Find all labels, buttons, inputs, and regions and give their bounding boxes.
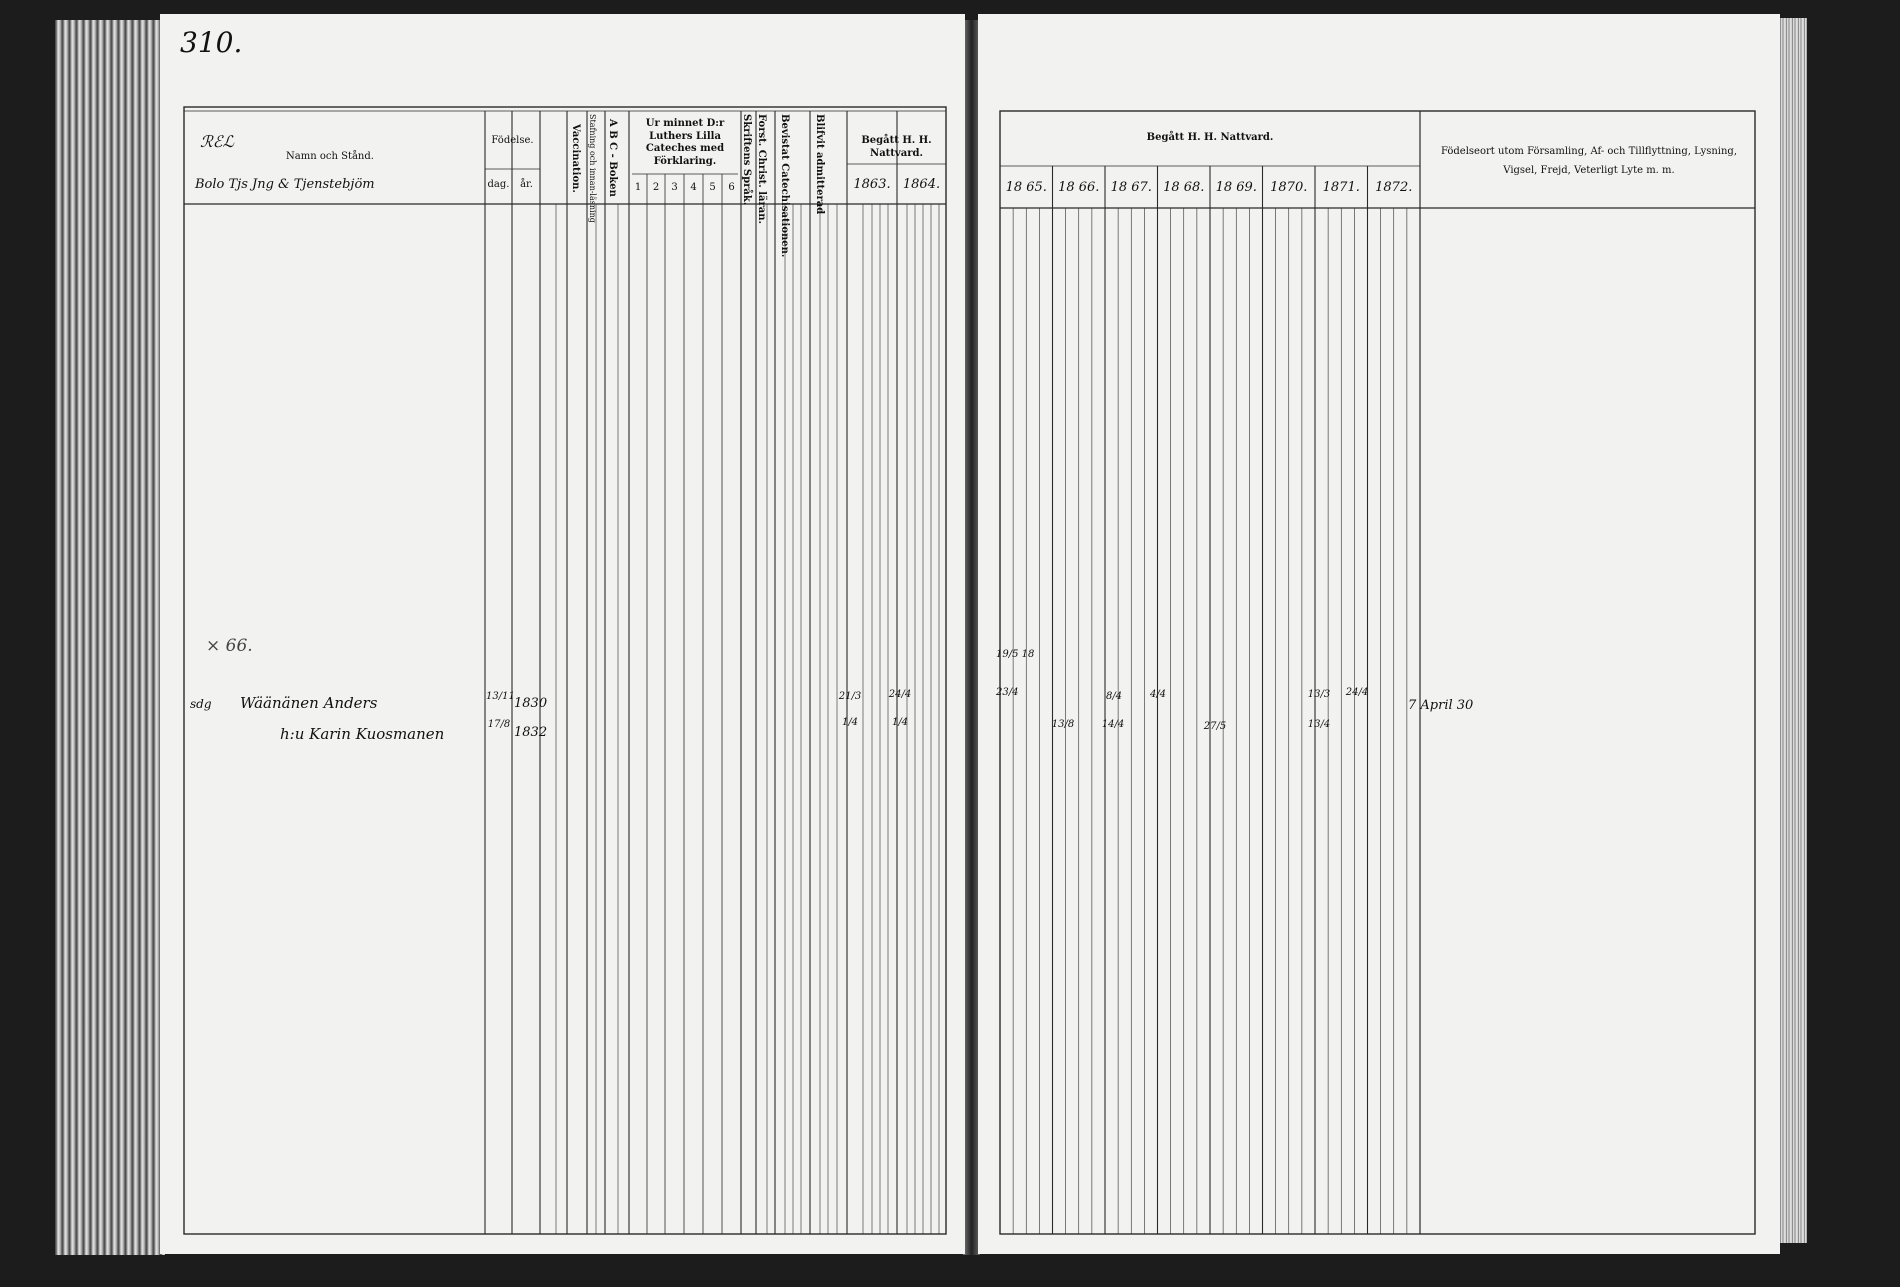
- communion-mark: 24/4: [1345, 687, 1369, 698]
- catechism-header: Ur minnet D:r Luthers Lilla Cateches med Förklaring.: [645, 118, 725, 167]
- birth-header: Födelse.: [491, 135, 534, 146]
- household-annotation: × 66.: [206, 636, 253, 656]
- year-header: 1871.: [1322, 180, 1360, 195]
- year-header: 1872.: [1375, 180, 1413, 195]
- birth-day-header: dag.: [487, 179, 510, 190]
- entry-birth-day: 17/8: [487, 719, 511, 730]
- entry-birth-year: 1830: [514, 696, 548, 711]
- right-ledger-grid: [978, 14, 1780, 1254]
- communion-mark: 8/4: [1105, 691, 1123, 702]
- right-page: [978, 14, 1780, 1254]
- catechism-column-number: 1: [634, 182, 642, 193]
- remark-entry: 7 April 30: [1408, 698, 1474, 713]
- left-page: [160, 14, 965, 1254]
- communion-header-left: Begått H. H. Nattvard.: [861, 135, 932, 159]
- catechism-column-number: 5: [709, 182, 716, 193]
- communion-mark: 14/4: [1101, 719, 1125, 730]
- admitted-header: Blifvit admitterad: [814, 114, 825, 215]
- left-ledger-grid: [160, 14, 965, 1254]
- parish-heading: Bolo Tjs Jng & Tjenstebjöm: [195, 177, 375, 192]
- catechisation-header: Bevistat Catechisationen.: [779, 114, 790, 258]
- entry-name: Wäänänen Anders: [240, 694, 378, 712]
- entry-prefix: sdg: [190, 697, 212, 711]
- year-header: 18 66.: [1058, 180, 1100, 195]
- entry-birth-year: 1832: [514, 725, 548, 740]
- year-header: 18 69.: [1215, 180, 1257, 195]
- communion-header-right: Begått H. H. Nattvard.: [1146, 132, 1274, 143]
- birth-year-header: år.: [520, 179, 533, 190]
- christian-doctrine-header: Forst. Christ. läran.: [756, 114, 767, 224]
- communion-mark: 27/5: [1203, 721, 1227, 732]
- catechism-column-number: 2: [652, 182, 660, 193]
- year-header: 18 67.: [1110, 180, 1152, 195]
- year-1863: 1863.: [853, 177, 891, 192]
- communion-mark: 13/8: [1051, 719, 1075, 730]
- year-header: 18 65.: [1005, 180, 1047, 195]
- communion-mark: 13/4: [1307, 719, 1331, 730]
- scripture-header: Skriftens Språk.: [741, 114, 752, 206]
- remarks-header: Födelseort utom Församling, Af- och Tillflyttning, Lysning, Vigsel, Frejd, Veterligt Lyte m. m.: [1440, 146, 1738, 176]
- page-stack-left: [55, 20, 165, 1255]
- entry-name: h:u Karin Kuosmanen: [280, 725, 445, 743]
- communion-mark: 23/4: [996, 687, 1019, 698]
- vaccination-header: Vaccination.: [570, 123, 581, 193]
- entry-birth-day: 13/11: [486, 691, 515, 702]
- catechism-column-number: 4: [690, 182, 697, 193]
- reading-header: Stafning och innan-läsning: [588, 114, 597, 223]
- communion-1864: 24/4: [888, 689, 912, 700]
- catechism-column-number: 6: [728, 182, 735, 193]
- abc-book-header: A B C - Boken: [607, 119, 618, 197]
- year-1864: 1864.: [902, 177, 941, 192]
- name-column-header: Namn och Stånd.: [286, 151, 374, 162]
- communion-mark: 4/4: [1149, 689, 1167, 700]
- year-header: 18 68.: [1163, 180, 1205, 195]
- communion-1864: 1/4: [891, 717, 909, 728]
- communion-1863: 21/3: [838, 691, 862, 702]
- catechism-column-number: 3: [671, 182, 678, 193]
- year-header: 1870.: [1270, 180, 1308, 195]
- page-number: 310.: [180, 26, 243, 59]
- communion-mark: 13/3: [1307, 689, 1331, 700]
- column-code: ℛℰℒ: [200, 132, 234, 151]
- communion-1863: 1/4: [841, 717, 859, 728]
- communion-mark: 19/5 18: [996, 649, 1035, 660]
